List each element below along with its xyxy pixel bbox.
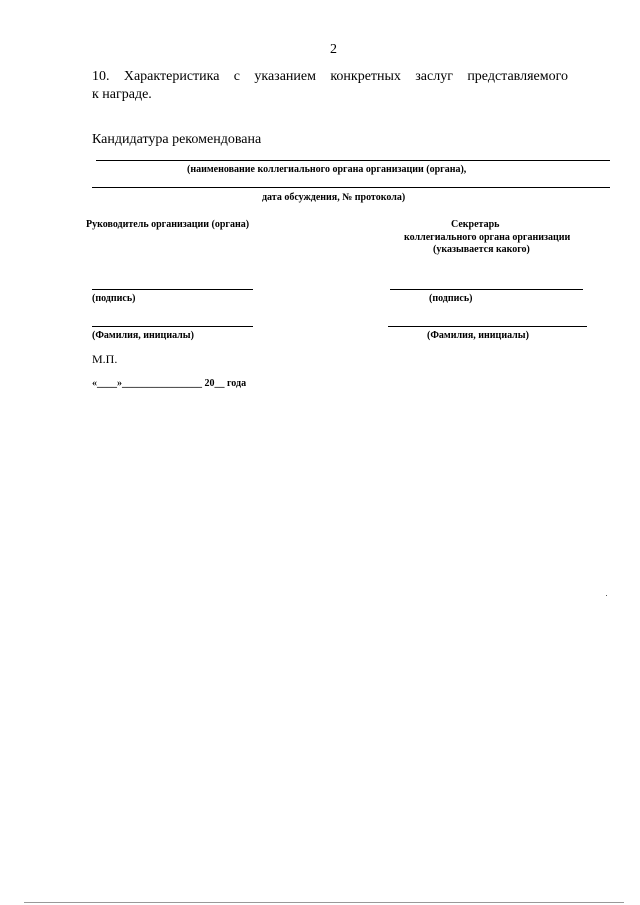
item-word: конкретных [330,69,401,84]
item-word: Характеристика [123,69,220,84]
item-word: с [233,69,241,84]
item-word: представляемого [467,69,568,84]
head-name-line [92,326,253,327]
candidacy-label: Кандидатура рекомендована [92,132,262,147]
secretary-signature-caption: (подпись) [429,293,473,304]
item-number: 10. [92,69,110,84]
date-line: «____»________________ 20__ года [92,378,247,389]
secretary-body: коллегиального органа организации [404,232,571,243]
item-10-heading [92,70,568,84]
secretary-name-caption: (Фамилия, инициалы) [427,330,529,341]
body-name-caption: (наименование коллегиального органа организации (органа), [187,164,467,175]
item-10-continuation: к награде. [92,87,152,102]
date-protocol-line [92,187,610,188]
secretary-title: Секретарь [451,219,500,230]
body-name-line [96,160,610,161]
secretary-note: (указывается какого) [433,244,530,255]
head-title: Руководитель организации (органа) [86,219,250,230]
head-signature-line [92,289,253,290]
item-word: указанием [254,69,316,84]
date-protocol-caption: дата обсуждения, № протокола) [262,192,406,203]
secretary-signature-line [390,289,583,290]
scan-speck [606,595,607,596]
item-word: заслуг [415,69,453,84]
head-signature-caption: (подпись) [92,293,136,304]
page-bottom-edge [24,902,624,903]
head-name-caption: (Фамилия, инициалы) [92,330,194,341]
page-number: 2 [330,42,337,57]
stamp-label: М.П. [92,352,118,366]
secretary-name-line [388,326,587,327]
